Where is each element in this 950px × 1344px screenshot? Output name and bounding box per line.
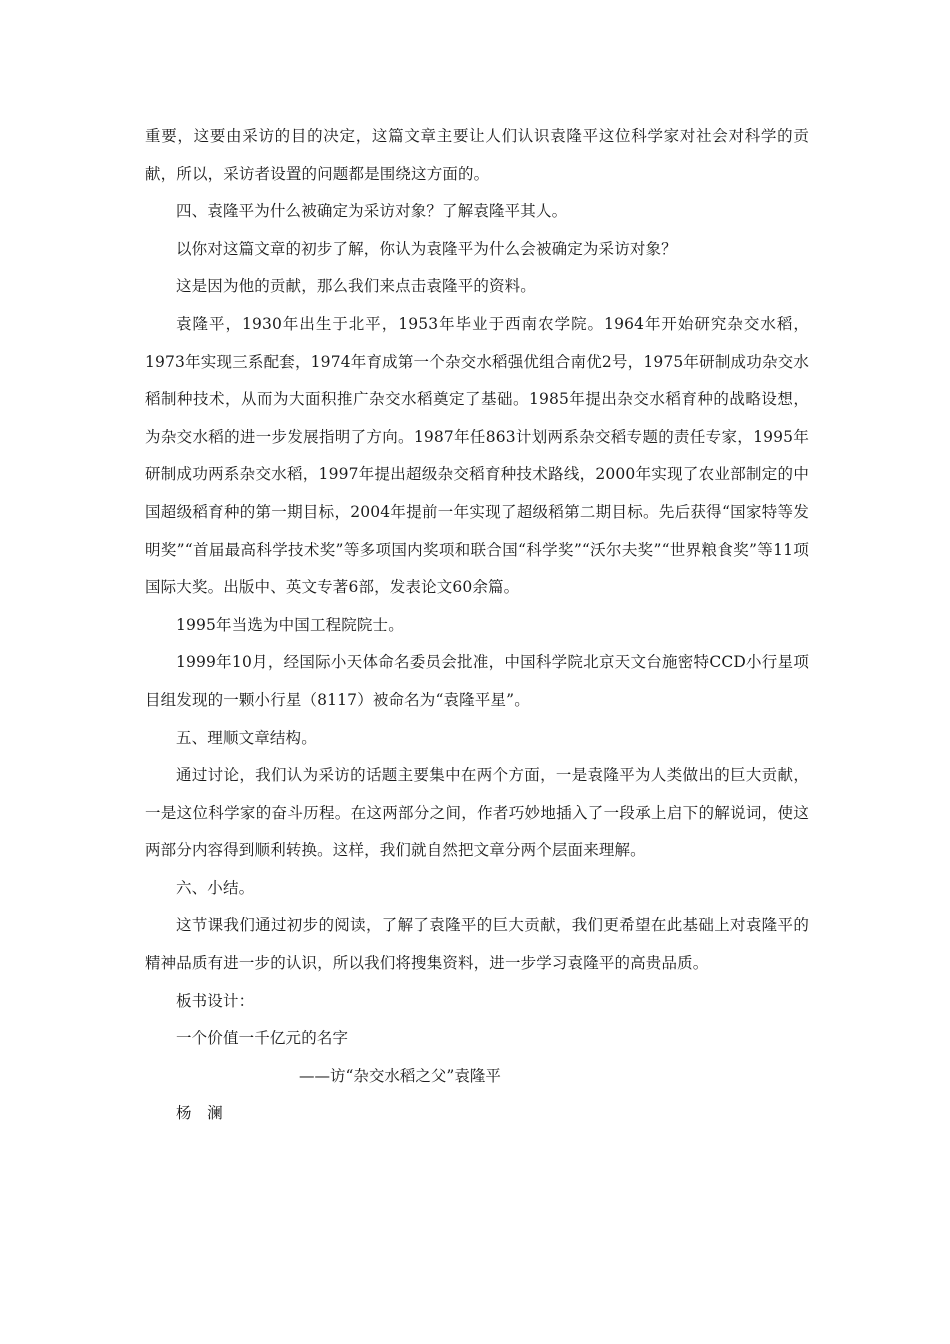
section-heading-summary: 六、小结。 [176, 878, 255, 897]
paragraph-academician: 1995年当选为中国工程院院士。 [176, 615, 404, 634]
section-heading-why-interviewee: 四、袁隆平为什么被确定为采访对象？了解袁隆平其人。 [176, 202, 568, 221]
board-subtitle: ——访“杂交水稻之父”袁隆平 [299, 1066, 501, 1085]
board-design-label: 板书设计： [176, 991, 255, 1010]
paragraph-biography: 袁隆平，1930年出生于北平，1953年毕业于西南农学院。1964年开始研究杂交水稻，1973年实现三系配套，1974年育成第一个杂交水稻强优组合南优2号，1975年研制成功杂交水稻制种技术，从而为大面积推广杂交水稻奠定了基础。1985年提出杂交水稻育种的战略设想，为杂交水稻的进一步发展指明了方向。1987年任863计划两系杂交稻专题的责任专家，1995年研制成功两系杂交水稻，1997年提出超级杂交稻育种技术路线，2000年实现了农业部制定的中国超级稻育种的第一期目标，2004年提前一年实现了超级稻第二期目标。先后获得“国家特等发明奖”“首届最高科学技术奖”等多项国内奖项和联合国“科学奖”“沃尔夫奖”“世界粮食奖”等11项国际大奖。出版中、英文专著6部，发表论文60余篇。 [145, 314, 809, 597]
section-heading-structure: 五、理顺文章结构。 [176, 728, 317, 747]
paragraph-structure-discussion: 通过讨论，我们认为采访的话题主要集中在两个方面，一是袁隆平为人类做出的巨大贡献，一是这位科学家的奋斗历程。在这两部分之间，作者巧妙地插入了一段承上启下的解说词，使这两部分内容得到顺利转换。这样，我们就自然把文章分两个层面来理解。 [145, 766, 809, 860]
board-title: 一个价值一千亿元的名字 [176, 1029, 349, 1048]
paragraph-summary: 这节课我们通过初步的阅读，了解了袁隆平的巨大贡献，我们更希望在此基础上对袁隆平的精神品质有进一步的认识，所以我们将搜集资料，进一步学习袁隆平的高贵品质。 [145, 916, 809, 973]
paragraph-question: 以你对这篇文章的初步了解，你认为袁隆平为什么会被确定为采访对象？ [176, 239, 677, 258]
document-body [145, 118, 809, 1133]
paragraph-answer: 这是因为他的贡献，那么我们来点击袁隆平的资料。 [176, 277, 536, 296]
board-author: 杨 澜 [176, 1104, 223, 1123]
paragraph-asteroid: 1999年10月，经国际小天体命名委员会批准，中国科学院北京天文台施密特CCD小行星项目组发现的一颗小行星（8117）被命名为“袁隆平星”。 [145, 653, 809, 709]
paragraph-intro-continuation: 重要，这要由采访的目的决定，这篇文章主要让人们认识袁隆平这位科学家对社会对科学的贡献，所以，采访者设置的问题都是围绕这方面的。 [145, 127, 809, 183]
